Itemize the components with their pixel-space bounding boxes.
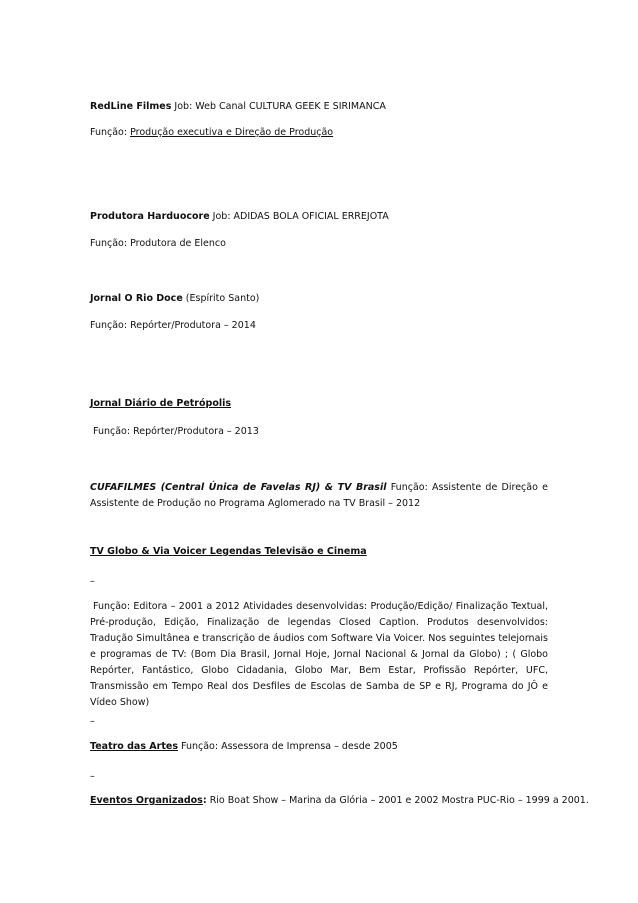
separator-dash: – (90, 716, 95, 727)
petropolis-heading (90, 397, 550, 411)
job-text: Job: Web Canal CULTURA GEEK E SIRIMANCA (174, 101, 386, 112)
company-name: CUFAFILMES (Central Única de Favelas RJ) & TV Brasil (90, 482, 387, 493)
separator-dash: – (90, 771, 95, 782)
cufa-paragraph (90, 480, 548, 512)
riodoce-role: Função: Repórter/Produtora – 2014 (90, 320, 256, 331)
role-text: Função: Assistente de Direção e Assistente de Produção no Programa Aglomerado na TV Brasil – 2012 (90, 482, 548, 509)
redline-heading (90, 100, 550, 114)
harduocore-heading (90, 210, 550, 224)
job-text: Job: ADIDAS BOLA OFICIAL ERREJOTA (212, 211, 389, 222)
tvglobo-paragraph: Função: Editora – 2001 a 2012 Atividades desenvolvidas: Produção/Edição/ Finalização Textual, Pré-produção, Edição, Finalização de legendas Closed Caption. Produtos desenvolvidos: Tradução Simultânea e transcrição de áudios com Software Via Voicer. Nos seguintes telejornais e programas de TV: (Bom Dia Brasil, Jornal Hoje, Jornal Nacional & Jornal da Globo) ; ( Globo Repórter, Fantástico, Globo Cidadania, Globo Mar, Bem Estar, Profissão Repórter, UFC, Transmissão em Tempo Real dos Desfiles de Escolas de Samba de SP e RJ, Programa do JÔ e Vídeo Show) (90, 601, 548, 708)
harduocore-role: Função: Produtora de Elenco (90, 238, 226, 249)
role-text: Produção executiva e Direção de Produção (130, 127, 334, 138)
events-text: Rio Boat Show – Marina da Glória – 2001 e 2002 Mostra PUC-Rio – 1999 a 2001. (209, 795, 589, 806)
company-name: Jornal Diário de Petrópolis (90, 398, 232, 409)
company-name: RedLine Filmes (90, 101, 172, 112)
events-label: Eventos Organizados (90, 795, 203, 806)
tvglobo-heading (90, 545, 550, 559)
company-name: Produtora Harduocore (90, 211, 210, 222)
company-name: TV Globo & Via Voicer Legendas Televisão e Cinema (90, 546, 367, 557)
company-name: Teatro das Artes (90, 741, 178, 752)
redline-role (90, 126, 550, 140)
location-text: (Espírito Santo) (185, 293, 260, 304)
petropolis-role: Função: Repórter/Produtora – 2013 (93, 426, 259, 437)
teatro-line (90, 740, 550, 754)
role-prefix: Função: (90, 127, 128, 138)
company-name: Jornal O Rio Doce (90, 293, 183, 304)
separator-dash: – (90, 576, 95, 587)
role-text: Função: Assessora de Imprensa – desde 2005 (181, 741, 398, 752)
riodoce-heading (90, 292, 550, 306)
events-colon: : (202, 795, 207, 806)
eventos-line (90, 794, 589, 808)
